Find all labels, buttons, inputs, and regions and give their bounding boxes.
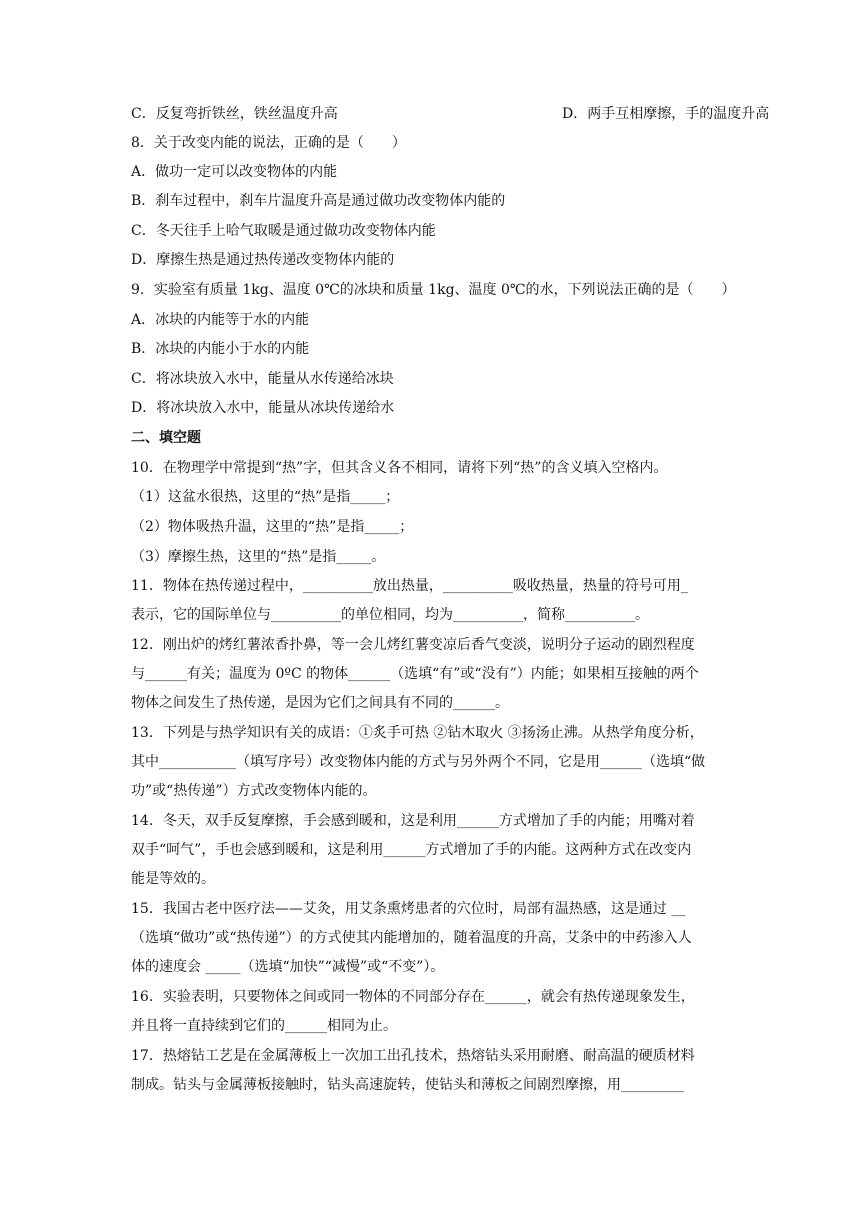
q9-option-b: B．冰块的内能小于水的内能 — [131, 341, 310, 357]
q9-option-c: C．将冰块放入水中，能量从水传递给冰块 — [131, 371, 394, 387]
q14-line1: 14．冬天，双手反复摩擦，手会感到暖和，这是利用______方式增加了手的内能；用嘴对着 — [131, 813, 695, 829]
q12-line2: 与______有关；温度为 0ºC 的物体______（选填“有”或“没有”）内能；如果相互接触的两个 — [131, 666, 699, 682]
q8-stem: 8．关于改变内能的说法，正确的是（ ） — [131, 135, 406, 151]
q10-stem: 10．在物理学中常提到“热”字，但其含义各不相同，请将下列“热”的含义填入空格内。 — [131, 460, 668, 476]
q7-option-c: C．反复弯折铁丝，铁丝温度升高 — [131, 106, 338, 122]
q15-line1: 15．我国古老中医疗法——艾灸，用艾条熏烤患者的穴位时，局部有温热感，这是通过 __ — [131, 901, 686, 917]
q17-line1: 17．热熔钻工艺是在金属薄板上一次加工出孔技术，热熔钻头采用耐磨、耐高温的硬质材料 — [131, 1048, 695, 1064]
q8-option-d: D．摩擦生热是通过热传递改变物体内能的 — [131, 252, 395, 268]
q7-options-row — [131, 103, 770, 125]
q8-option-a: A．做功一定可以改变物体的内能 — [131, 164, 338, 180]
q12-line1: 12．刚出炉的烤红薯浓香扑鼻，等一会儿烤红薯变凉后香气变淡，说明分子运动的剧烈程度 — [131, 637, 695, 653]
q15-line3: 体的速度会 _____（选填“加快”“减慢”或“不变”）。 — [131, 959, 445, 975]
q16-line1: 16．实验表明，只要物体之间或同一物体的不同部分存在______，就会有热传递现象发生， — [131, 989, 695, 1005]
q16-line2: 并且将一直持续到它们的______相同为止。 — [131, 1018, 397, 1034]
q13-line3: 功”或“热传递”）方式改变物体内能的。 — [131, 783, 377, 799]
section-heading: 二、填空题 — [131, 430, 201, 446]
q17-line2: 制成。钻头与金属薄板接触时，钻头高速旋转，使钻头和薄板之间剧烈摩擦，用_________ — [131, 1077, 684, 1093]
q12-line3: 物体之间发生了热传递，是因为它们之间具有不同的______。 — [131, 695, 509, 711]
q14-line3: 能是等效的。 — [131, 871, 215, 887]
q10-sub2: （2）物体吸热升温，这里的“热”是指_____； — [131, 519, 414, 535]
q9-option-d: D．将冰块放入水中，能量从冰块传递给水 — [131, 400, 395, 416]
q15-line2: （选填“做功”或“热传递”）的方式使其内能增加的，随着温度的升高，艾条中的中药渗入人 — [131, 930, 692, 946]
q13-line1: 13．下列是与热学知识有关的成语：①炙手可热 ②钻木取火 ③扬汤止沸。从热学角度分析， — [131, 725, 704, 741]
q8-option-b: B．刹车过程中，刹车片温度升高是通过做功改变物体内能的 — [131, 193, 506, 209]
q10-sub3: （3）摩擦生热，这里的“热”是指_____。 — [131, 549, 386, 565]
q11-line2: 表示，它的国际单位与__________的单位相同，均为__________，简称__________。 — [131, 607, 649, 623]
q13-line2: 其中___________（填写序号）改变物体内能的方式与另外两个不同，它是用______（选填“做 — [131, 754, 706, 770]
q9-option-a: A．冰块的内能等于水的内能 — [131, 312, 310, 328]
q11-line1: 11．物体在热传递过程中，__________放出热量，__________吸收热量，热量的符号可用_ — [131, 578, 688, 594]
q14-line2: 双手“呵气”，手也会感到暖和，这是利用______方式增加了手的内能。这两种方式在改变内 — [131, 842, 692, 858]
q7-option-d: D．两手互相摩擦，手的温度升高 — [562, 106, 770, 122]
q10-sub1: （1）这盆水很热，这里的“热”是指_____； — [131, 489, 400, 505]
q8-option-c: C．冬天往手上哈气取暖是通过做功改变物体内能 — [131, 223, 436, 239]
q9-stem: 9．实验室有质量 1kg、温度 0℃的冰块和质量 1kg、温度 0℃的水，下列说法正确的是（ ） — [131, 282, 736, 298]
